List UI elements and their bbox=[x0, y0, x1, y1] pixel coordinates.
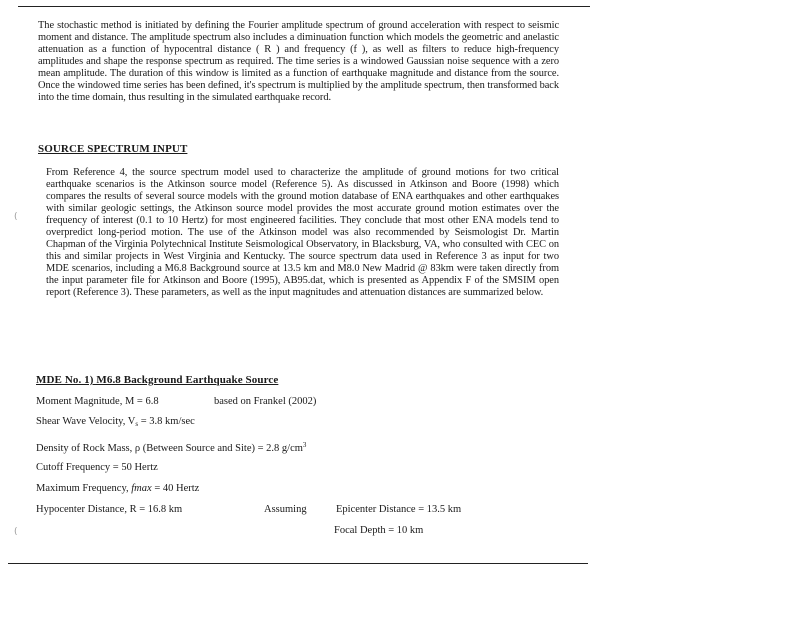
shear-wave-label: Shear Wave Velocity, V bbox=[36, 416, 136, 427]
maximum-frequency bbox=[36, 483, 199, 494]
density-text: Density of Rock Mass, ρ (Between Source and Site) = 2.8 g/cm bbox=[36, 443, 303, 454]
assuming-label: Assuming bbox=[264, 504, 307, 515]
shear-wave-value: = 3.8 km/sec bbox=[138, 416, 195, 427]
source-spectrum-paragraph: From Reference 4, the source spectrum model used to characterize the amplitude of ground motions for two critical earthquake scenarios is the Atkinson source model (Reference 5). As discussed in Atkinson and Boore (1998) which compares the results of several source models with the ground motion database of ENA earthquakes and other earthquakes with similar geologic settings, the Atkinson source model provides the most accurate ground motion estimates over the frequency of interest (0.1 to 10 Hertz) for most engineered facilities. They conclude that most other ENA models tend to overpredict long-period motion. The use of the Atkinson model was also recommended by Seismologist Dr. Martin Chapman of the Virginia Polytechnical Institute Seismological Observatory, in Blacksburg, VA, who consulted with CEC on this and similar projects in West Virginia and Kentucky. The source spectrum data used in Reference 3 as input for two MDE scenarios, including a M6.8 Background source at 13.5 km and M8.0 New Madrid @ 83km were taken directly from the input parameter file for Atkinson and Boore (1995), AB95.dat, which is presented as Appendix F of the SMSIM open report (Reference 3). These parameters, as well as the input magnitudes and attenuation distances are summarized below. bbox=[46, 167, 559, 299]
shear-wave-sub: s bbox=[135, 420, 139, 428]
density-line bbox=[36, 441, 306, 454]
intro-paragraph: The stochastic method is initiated by defining the Fourier amplitude spectrum of ground acceleration with respect to seismic moment and distance. The amplitude spectrum also includes a diminuation function which models the geometric and anelastic attenuation as a function of hypocentral distance ( R ) and frequency (f ), as well as filters to reduce high-frequency amplitudes and shape the response spectrum as required. The time series is a windowed Gaussian noise sequence with a zero mean amplitude. The duration of this window is limited as a function of earthquake magnitude and distance from the source. Once the windowed time series has been defined, it's spectrum is multiplied by the amplitude spectrum, then transformed back into the time domain, thus resulting in the simulated earthquake record. bbox=[38, 20, 559, 104]
max-freq-value: = 40 Hertz bbox=[151, 483, 200, 494]
moment-basis: based on Frankel (2002) bbox=[214, 396, 317, 407]
focal-depth: Focal Depth = 10 km bbox=[334, 525, 424, 536]
max-freq-symbol: fmax bbox=[131, 483, 152, 494]
max-freq-label: Maximum Frequency, bbox=[36, 483, 132, 494]
section-heading: SOURCE SPECTRUM INPUT bbox=[38, 143, 188, 155]
top-rule bbox=[18, 6, 590, 7]
cutoff-frequency: Cutoff Frequency = 50 Hertz bbox=[36, 462, 158, 473]
hypocenter-distance: Hypocenter Distance, R = 16.8 km bbox=[36, 504, 183, 515]
moment-magnitude: Moment Magnitude, M = 6.8 bbox=[36, 396, 159, 407]
margin-mark-icon: ( bbox=[14, 212, 18, 222]
bottom-rule bbox=[8, 563, 588, 564]
shear-wave-velocity bbox=[36, 416, 195, 428]
mde-heading: MDE No. 1) M6.8 Background Earthquake Source bbox=[36, 374, 279, 386]
density-sup: 3 bbox=[302, 441, 307, 449]
epicenter-distance: Epicenter Distance = 13.5 km bbox=[336, 504, 462, 515]
margin-mark-icon: ( bbox=[14, 527, 18, 537]
